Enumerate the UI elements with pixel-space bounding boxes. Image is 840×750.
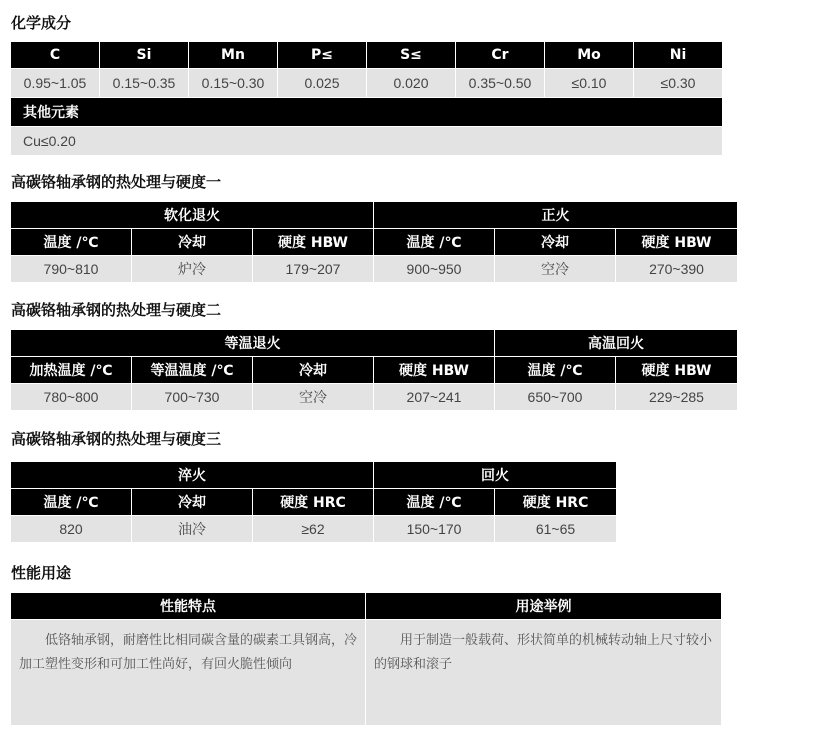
group-header-cell: 正火 (374, 202, 738, 229)
value-cell: 179~207 (253, 256, 374, 283)
header-cell-uses: 用途举例 (366, 593, 722, 620)
header-cell: 硬度 HBW (616, 357, 738, 384)
value-cell: 油冷 (132, 516, 253, 543)
header-cell: Mn (189, 42, 278, 69)
value-cell: 650~700 (495, 384, 616, 411)
group-header-cell: 软化退火 (11, 202, 374, 229)
other-elements-header-row (11, 98, 723, 127)
table-row (11, 620, 722, 726)
group-header-cell: 高温回火 (495, 330, 738, 357)
section-heading-performance-use: 性能用途 (11, 564, 72, 582)
section-heading-heat-treatment-3: 高碳铬轴承钢的热处理与硬度三 (11, 430, 222, 448)
value-cell: 0.020 (367, 69, 456, 98)
table-header-row (11, 593, 722, 620)
value-cell: 700~730 (132, 384, 253, 411)
other-elements-value: Cu≤0.20 (11, 127, 723, 156)
header-cell: C (11, 42, 100, 69)
value-cell: 0.35~0.50 (456, 69, 545, 98)
header-cell: 冷却 (495, 229, 616, 256)
value-cell: 炉冷 (132, 256, 253, 283)
value-cell: 229~285 (616, 384, 738, 411)
section-heading-heat-treatment-2: 高碳铬轴承钢的热处理与硬度二 (11, 301, 222, 319)
group-header-cell: 等温退火 (11, 330, 495, 357)
value-cell: 780~800 (11, 384, 132, 411)
header-cell: 硬度 HBW (374, 357, 495, 384)
header-cell: S≤ (367, 42, 456, 69)
header-cell: 冷却 (132, 229, 253, 256)
header-cell: 硬度 HBW (253, 229, 374, 256)
table-row (11, 516, 617, 543)
value-cell: 0.15~0.35 (100, 69, 189, 98)
section-heading-chemical-composition: 化学成分 (11, 14, 72, 32)
table-row (11, 256, 738, 283)
table-header-row (11, 229, 738, 256)
value-cell: 150~170 (374, 516, 495, 543)
uses-text: 用于制造一般载荷、形状简单的机械转动轴上尺寸较小的钢球和滚子 (366, 620, 722, 726)
value-cell: 790~810 (11, 256, 132, 283)
value-cell: 空冷 (253, 384, 374, 411)
header-cell: 冷却 (253, 357, 374, 384)
group-header-cell: 回火 (374, 462, 617, 489)
value-cell: 207~241 (374, 384, 495, 411)
table-group-row (11, 202, 738, 229)
value-cell: 空冷 (495, 256, 616, 283)
value-cell: 0.15~0.30 (189, 69, 278, 98)
chemical-composition-table (10, 41, 723, 156)
heat-treatment-table-1 (10, 201, 738, 283)
table-header-row (11, 42, 723, 69)
other-elements-row (11, 127, 723, 156)
value-cell: ≤0.10 (545, 69, 634, 98)
header-cell: 温度 /℃ (374, 489, 495, 516)
group-header-cell: 淬火 (11, 462, 374, 489)
header-cell: Si (100, 42, 189, 69)
features-text: 低铬轴承钢，耐磨性比相同碳含量的碳素工具钢高，冷加工塑性变形和可加工性尚好，有回火脆性倾向 (11, 620, 366, 726)
other-elements-label: 其他元素 (11, 98, 723, 127)
header-cell: 硬度 HRC (253, 489, 374, 516)
header-cell-features: 性能特点 (11, 593, 366, 620)
value-cell: 270~390 (616, 256, 738, 283)
value-cell: 0.95~1.05 (11, 69, 100, 98)
value-cell: 0.025 (278, 69, 367, 98)
value-cell: 820 (11, 516, 132, 543)
table-header-row (11, 489, 617, 516)
header-cell: 温度 /℃ (11, 229, 132, 256)
header-cell: Mo (545, 42, 634, 69)
header-cell: 温度 /℃ (495, 357, 616, 384)
performance-use-table (10, 592, 722, 726)
header-cell: 冷却 (132, 489, 253, 516)
header-cell: 温度 /℃ (374, 229, 495, 256)
table-row (11, 384, 738, 411)
table-group-row (11, 462, 617, 489)
heat-treatment-table-2 (10, 329, 738, 411)
table-header-row (11, 357, 738, 384)
header-cell: P≤ (278, 42, 367, 69)
header-cell: Ni (634, 42, 723, 69)
header-cell: 加热温度 /℃ (11, 357, 132, 384)
value-cell: 900~950 (374, 256, 495, 283)
header-cell: 等温温度 /℃ (132, 357, 253, 384)
value-cell: ≥62 (253, 516, 374, 543)
header-cell: 硬度 HRC (495, 489, 617, 516)
header-cell: Cr (456, 42, 545, 69)
value-cell: 61~65 (495, 516, 617, 543)
header-cell: 硬度 HBW (616, 229, 738, 256)
table-row (11, 69, 723, 98)
section-heading-heat-treatment-1: 高碳铬轴承钢的热处理与硬度一 (11, 173, 222, 191)
table-group-row (11, 330, 738, 357)
value-cell: ≤0.30 (634, 69, 723, 98)
header-cell: 温度 /℃ (11, 489, 132, 516)
heat-treatment-table-3 (10, 461, 617, 543)
